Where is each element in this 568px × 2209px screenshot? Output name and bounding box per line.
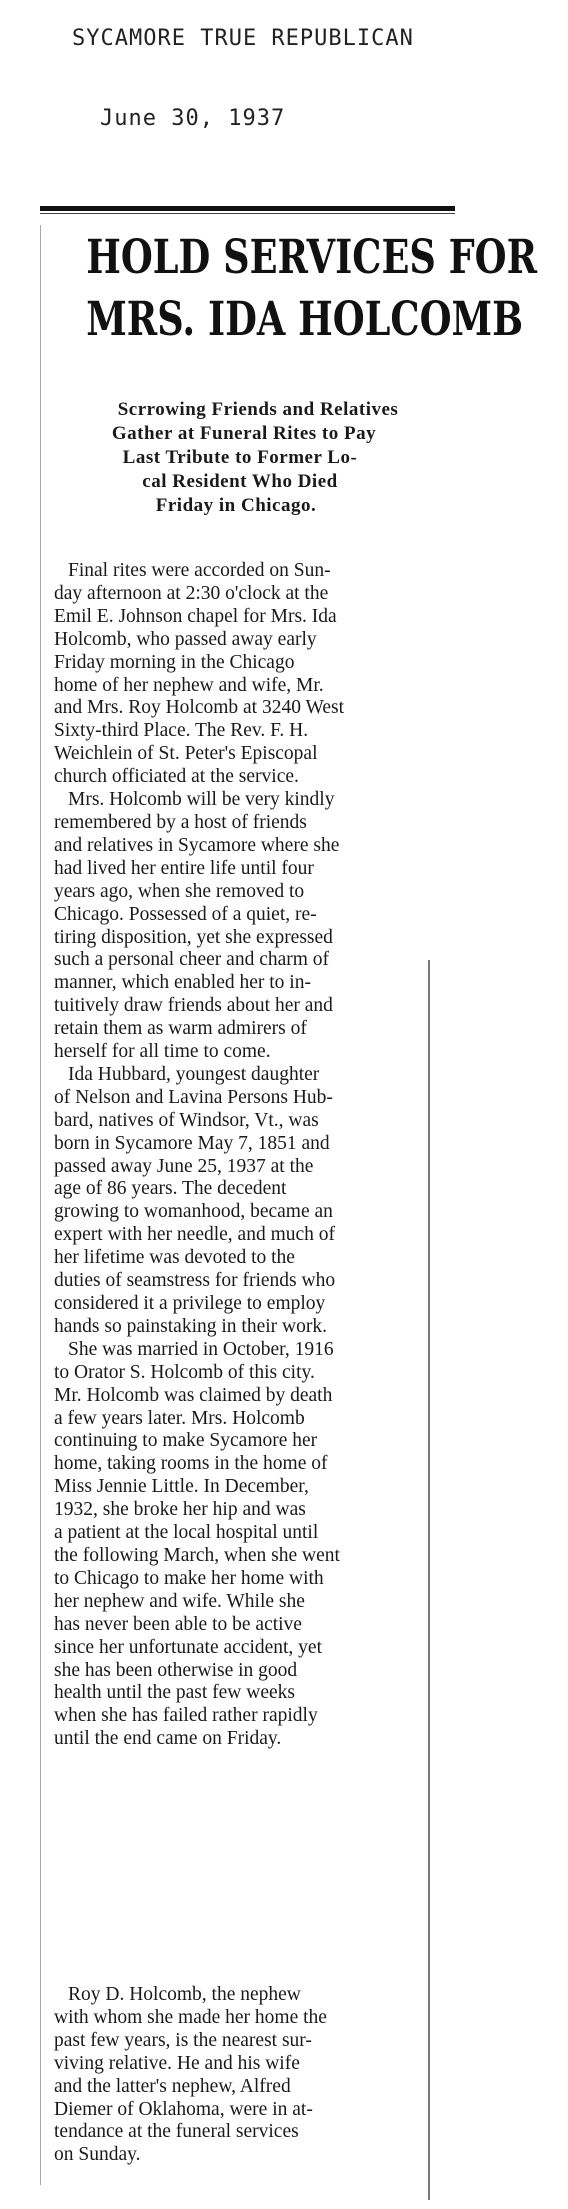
body-line: such a personal cheer and charm of [54,949,330,971]
body-line: her lifetime was devoted to the [54,1247,295,1269]
body-line: with whom she made her home the [54,2006,327,2028]
article-tail [54,1984,442,2167]
article-top-rule-thin [40,213,455,214]
body-line: born in Sycamore May 7, 1851 and [54,1132,330,1154]
body-line: since her unfortunate accident, yet [54,1636,323,1658]
body-line: herself for all time to come. [54,1041,271,1063]
body-line: a patient at the local hospital until [54,1522,319,1544]
body-line: Diemer of Oklahoma, were in at- [54,2098,313,2120]
body-line: to Orator S. Holcomb of this city. [54,1361,315,1383]
body-line: tendance at the funeral services [54,2121,299,2143]
body-line: 1932, she broke her hip and was [54,1499,306,1521]
body-line: on Sunday. [54,2144,141,2166]
body-line: Weichlein of St. Peter's Episcopal [54,743,318,765]
body-line: has never been able to be active [54,1613,302,1635]
body-line: viving relative. He and his wife [54,2052,300,2074]
body-line: Mrs. Holcomb will be very kindly [68,789,335,811]
body-line: and the latter's nephew, Alfred [54,2075,291,2097]
body-line: had lived her entire life until four [54,857,314,879]
body-line: a few years later. Mrs. Holcomb [54,1407,305,1429]
body-line: to Chicago to make her home with [54,1567,324,1589]
body-line: Emil E. Johnson chapel for Mrs. Ida [54,605,337,627]
paper-date: June 30, 1937 [100,106,286,131]
body-line: years ago, when she removed to [54,880,305,902]
body-line: her nephew and wife. While she [54,1590,305,1612]
deck-line: Last Tribute to Former Lo- [122,447,358,468]
body-line: church officiated at the service. [54,766,299,788]
body-line: remembered by a host of friends [54,811,307,833]
body-line: home of her nephew and wife, Mr. [54,674,324,696]
body-line: expert with her needle, and much of [54,1224,336,1246]
body-line: past few years, is the nearest sur- [54,2029,312,2051]
body-line: of Nelson and Lavina Persons Hub- [54,1086,333,1108]
body-line: health until the past few weeks [54,1682,295,1704]
body-line: Mr. Holcomb was claimed by death [54,1384,333,1406]
body-line: day afternoon at 2:30 o'clock at the [54,582,329,604]
deck-line: cal Resident Who Died [142,471,338,492]
body-line: age of 86 years. The decedent [54,1178,287,1200]
body-line: duties of seamstress for friends who [54,1270,336,1292]
body-line: the following March, when she went [54,1544,340,1566]
body-line: until the end came on Friday. [54,1728,282,1750]
article-top-rule [40,206,455,211]
column-left-edge [40,225,41,2185]
body-line: and relatives in Sycamore where she [54,834,340,856]
body-line: Ida Hubbard, youngest daughter [68,1063,320,1085]
article-body [54,560,442,1751]
body-line: Friday morning in the Chicago [54,651,295,673]
body-line: Roy D. Holcomb, the nephew [68,1984,301,2005]
body-line: bard, natives of Windsor, Vt., was [54,1109,319,1131]
deck-line: Gather at Funeral Rites to Pay [111,423,377,444]
body-line: she has been otherwise in good [54,1659,298,1681]
body-line: Sixty-third Place. The Rev. F. H. [54,720,309,742]
body-line: and Mrs. Roy Holcomb at 3240 West [54,697,345,719]
paper-name: SYCAMORE TRUE REPUBLICAN [72,26,414,51]
body-line: tuitively draw friends about her and [54,995,333,1017]
body-line: manner, which enabled her to in- [54,972,311,994]
body-line: considered it a privilege to employ [54,1293,326,1314]
body-line: home, taking rooms in the home of [54,1453,328,1475]
body-line: growing to womanhood, became an [54,1201,333,1223]
deck-line: Friday in Chicago. [155,495,317,516]
deck-line: Scrrowing Friends and Relatives [117,399,399,420]
headline-line-1: HOLD SERVICES FOR [86,230,538,285]
body-line: Holcomb, who passed away early [54,628,317,650]
body-line: continuing to make Sycamore her [54,1430,318,1452]
body-line: She was married in October, 1916 [68,1338,334,1360]
headline-line-2: MRS. IDA HOLCOMB [86,292,524,347]
body-line: passed away June 25, 1937 at the [54,1155,314,1177]
body-line: Final rites were accorded on Sun- [68,560,331,581]
body-line: when she has failed rather rapidly [54,1705,318,1727]
body-line: tiring disposition, yet she expressed [54,926,333,948]
body-line: Chicago. Possessed of a quiet, re- [54,903,317,925]
body-line: hands so painstaking in their work. [54,1315,327,1337]
body-line: Miss Jennie Little. In December, [54,1476,309,1498]
body-line: retain them as warm admirers of [54,1018,307,1040]
